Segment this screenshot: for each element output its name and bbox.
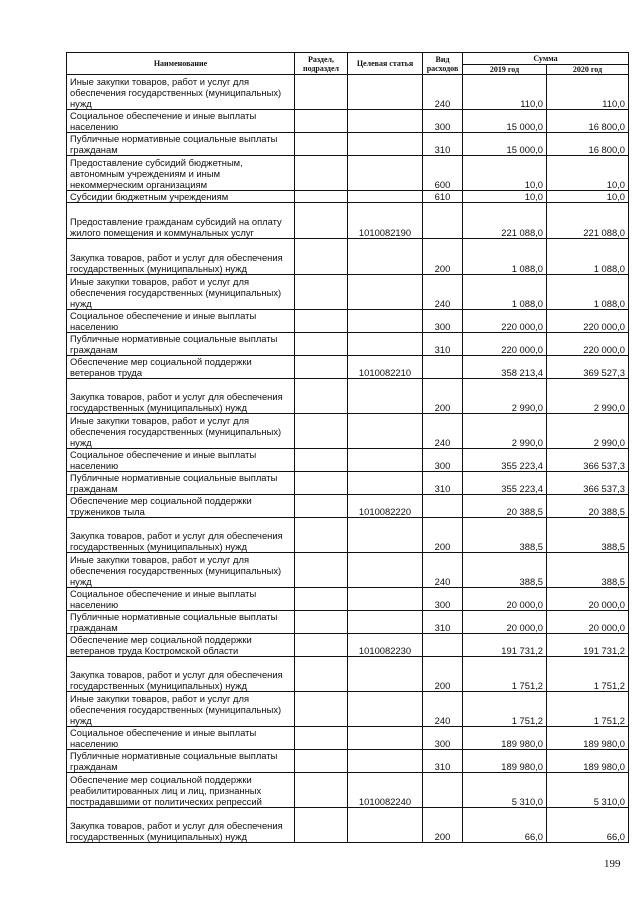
cell-name: Закупка товаров, работ и услуг для обеспечения государственных (муниципальных) нужд xyxy=(67,239,295,275)
cell-2019: 66,0 xyxy=(463,808,547,843)
cell-target xyxy=(348,611,423,634)
cell-kind: 300 xyxy=(423,110,463,133)
cell-target xyxy=(348,275,423,310)
cell-section xyxy=(295,692,348,727)
cell-kind: 310 xyxy=(423,333,463,356)
cell-kind: 310 xyxy=(423,750,463,773)
cell-2020: 20 000,0 xyxy=(547,611,629,634)
table-row xyxy=(67,553,629,588)
table-row xyxy=(67,692,629,727)
header-sum: Сумма xyxy=(463,53,629,65)
cell-target xyxy=(348,518,423,553)
cell-kind: 240 xyxy=(423,692,463,727)
cell-name: Социальное обеспечение и иные выплаты населению xyxy=(67,310,295,333)
cell-name: Предоставление гражданам субсидий на оплату жилого помещения и коммунальных услуг xyxy=(67,203,295,239)
cell-kind: 300 xyxy=(423,727,463,750)
cell-2019: 15 000,0 xyxy=(463,133,547,156)
cell-section xyxy=(295,75,348,110)
table-body xyxy=(67,75,629,843)
header-name: Наименование xyxy=(67,53,295,75)
cell-2020: 369 527,3 xyxy=(547,356,629,379)
cell-section xyxy=(295,518,348,553)
cell-kind: 200 xyxy=(423,379,463,414)
cell-2019: 355 223,4 xyxy=(463,472,547,495)
cell-section xyxy=(295,356,348,379)
cell-section xyxy=(295,750,348,773)
cell-target xyxy=(348,750,423,773)
table-row xyxy=(67,449,629,472)
table-row xyxy=(67,657,629,692)
cell-kind: 310 xyxy=(423,133,463,156)
cell-section xyxy=(295,239,348,275)
cell-2019: 1 088,0 xyxy=(463,239,547,275)
cell-2019: 1 088,0 xyxy=(463,275,547,310)
cell-target: 1010082230 xyxy=(348,634,423,657)
cell-section xyxy=(295,727,348,750)
cell-name: Субсидии бюджетным учреждениям xyxy=(67,191,295,203)
cell-target xyxy=(348,414,423,449)
cell-name: Предоставление субсидий бюджетным, автономным учреждениям и иным некоммерческим организациям xyxy=(67,156,295,191)
cell-target xyxy=(348,156,423,191)
cell-kind xyxy=(423,495,463,518)
cell-2019: 189 980,0 xyxy=(463,727,547,750)
cell-2020: 1 751,2 xyxy=(547,692,629,727)
cell-2020: 10,0 xyxy=(547,156,629,191)
cell-target xyxy=(348,553,423,588)
cell-2020: 189 980,0 xyxy=(547,727,629,750)
cell-target xyxy=(348,75,423,110)
cell-name: Публичные нормативные социальные выплаты гражданам xyxy=(67,333,295,356)
cell-name: Закупка товаров, работ и услуг для обеспечения государственных (муниципальных) нужд xyxy=(67,657,295,692)
cell-kind: 300 xyxy=(423,310,463,333)
cell-2020: 20 388,5 xyxy=(547,495,629,518)
cell-2020: 5 310,0 xyxy=(547,773,629,808)
cell-section xyxy=(295,333,348,356)
cell-name: Закупка товаров, работ и услуг для обеспечения государственных (муниципальных) нужд xyxy=(67,808,295,843)
table-row xyxy=(67,588,629,611)
table-row xyxy=(67,750,629,773)
cell-section xyxy=(295,611,348,634)
cell-name: Обеспечение мер социальной поддержки тружеников тыла xyxy=(67,495,295,518)
cell-name: Иные закупки товаров, работ и услуг для обеспечения государственных (муниципальных) нужд xyxy=(67,692,295,727)
cell-2019: 189 980,0 xyxy=(463,750,547,773)
cell-2020: 16 800,0 xyxy=(547,133,629,156)
cell-kind: 200 xyxy=(423,239,463,275)
budget-table xyxy=(66,52,629,843)
cell-section xyxy=(295,310,348,333)
cell-section xyxy=(295,449,348,472)
cell-2019: 388,5 xyxy=(463,553,547,588)
cell-2019: 110,0 xyxy=(463,75,547,110)
header-section: Раздел, подраздел xyxy=(295,53,348,75)
cell-name: Публичные нормативные социальные выплаты гражданам xyxy=(67,472,295,495)
cell-section xyxy=(295,657,348,692)
cell-name: Закупка товаров, работ и услуг для обеспечения государственных (муниципальных) нужд xyxy=(67,518,295,553)
cell-target xyxy=(348,239,423,275)
cell-target xyxy=(348,333,423,356)
cell-name: Обеспечение мер социальной поддержки реабилитированных лиц и лиц, признанных пострадавшими от политических репрессий xyxy=(67,773,295,808)
table-row xyxy=(67,110,629,133)
table-row xyxy=(67,495,629,518)
cell-section xyxy=(295,472,348,495)
cell-2020: 366 537,3 xyxy=(547,472,629,495)
cell-2019: 10,0 xyxy=(463,156,547,191)
cell-section xyxy=(295,773,348,808)
cell-2019: 1 751,2 xyxy=(463,692,547,727)
table-row xyxy=(67,773,629,808)
cell-2019: 355 223,4 xyxy=(463,449,547,472)
cell-kind: 240 xyxy=(423,75,463,110)
cell-name: Иные закупки товаров, работ и услуг для обеспечения государственных (муниципальных) нужд xyxy=(67,75,295,110)
header-target: Целевая статья xyxy=(348,53,423,75)
cell-section xyxy=(295,808,348,843)
cell-name: Социальное обеспечение и иные выплаты населению xyxy=(67,727,295,750)
cell-kind: 240 xyxy=(423,414,463,449)
table-row xyxy=(67,333,629,356)
cell-target: 1010082240 xyxy=(348,773,423,808)
cell-kind: 300 xyxy=(423,449,463,472)
cell-section xyxy=(295,156,348,191)
cell-name: Иные закупки товаров, работ и услуг для обеспечения государственных (муниципальных) нужд xyxy=(67,414,295,449)
cell-target: 1010082210 xyxy=(348,356,423,379)
cell-2019: 388,5 xyxy=(463,518,547,553)
cell-2020: 1 751,2 xyxy=(547,657,629,692)
cell-2019: 2 990,0 xyxy=(463,379,547,414)
cell-2019: 221 088,0 xyxy=(463,203,547,239)
cell-target xyxy=(348,657,423,692)
cell-target xyxy=(348,133,423,156)
cell-name: Публичные нормативные социальные выплаты гражданам xyxy=(67,611,295,634)
cell-kind xyxy=(423,203,463,239)
cell-target xyxy=(348,191,423,203)
table-row xyxy=(67,356,629,379)
table-row xyxy=(67,310,629,333)
cell-target xyxy=(348,379,423,414)
cell-kind: 600 xyxy=(423,156,463,191)
header-year-2020: 2020 год xyxy=(547,65,629,75)
table-row xyxy=(67,191,629,203)
table-row xyxy=(67,808,629,843)
cell-2019: 20 388,5 xyxy=(463,495,547,518)
cell-2020: 20 000,0 xyxy=(547,588,629,611)
cell-2019: 220 000,0 xyxy=(463,333,547,356)
cell-section xyxy=(295,275,348,310)
cell-target: 1010082190 xyxy=(348,203,423,239)
cell-target xyxy=(348,808,423,843)
cell-2020: 110,0 xyxy=(547,75,629,110)
cell-target xyxy=(348,449,423,472)
cell-2019: 10,0 xyxy=(463,191,547,203)
cell-2020: 2 990,0 xyxy=(547,414,629,449)
header-kind: Вид расходов xyxy=(423,53,463,75)
cell-name: Публичные нормативные социальные выплаты гражданам xyxy=(67,750,295,773)
table-row xyxy=(67,379,629,414)
cell-target xyxy=(348,727,423,750)
cell-2019: 191 731,2 xyxy=(463,634,547,657)
cell-name: Социальное обеспечение и иные выплаты населению xyxy=(67,110,295,133)
cell-2020: 366 537,3 xyxy=(547,449,629,472)
cell-kind: 310 xyxy=(423,472,463,495)
cell-section xyxy=(295,634,348,657)
header-year-2019: 2019 год xyxy=(463,65,547,75)
cell-2019: 2 990,0 xyxy=(463,414,547,449)
table-row xyxy=(67,634,629,657)
cell-2020: 1 088,0 xyxy=(547,239,629,275)
cell-section xyxy=(295,110,348,133)
cell-section xyxy=(295,379,348,414)
cell-name: Публичные нормативные социальные выплаты гражданам xyxy=(67,133,295,156)
table-row xyxy=(67,727,629,750)
cell-section xyxy=(295,191,348,203)
cell-target: 1010082220 xyxy=(348,495,423,518)
table-row xyxy=(67,203,629,239)
cell-kind xyxy=(423,773,463,808)
table-row xyxy=(67,518,629,553)
cell-2020: 221 088,0 xyxy=(547,203,629,239)
cell-target xyxy=(348,472,423,495)
cell-2020: 189 980,0 xyxy=(547,750,629,773)
cell-kind: 200 xyxy=(423,518,463,553)
cell-2020: 191 731,2 xyxy=(547,634,629,657)
cell-section xyxy=(295,588,348,611)
table-row xyxy=(67,275,629,310)
cell-kind: 610 xyxy=(423,191,463,203)
cell-2020: 66,0 xyxy=(547,808,629,843)
cell-2020: 10,0 xyxy=(547,191,629,203)
cell-section xyxy=(295,495,348,518)
cell-kind xyxy=(423,634,463,657)
table-row xyxy=(67,75,629,110)
table-row xyxy=(67,414,629,449)
table-row xyxy=(67,133,629,156)
cell-section xyxy=(295,414,348,449)
cell-target xyxy=(348,110,423,133)
cell-target xyxy=(348,588,423,611)
cell-kind: 300 xyxy=(423,588,463,611)
cell-2019: 358 213,4 xyxy=(463,356,547,379)
cell-target xyxy=(348,310,423,333)
table-header xyxy=(67,53,629,75)
cell-2019: 220 000,0 xyxy=(463,310,547,333)
cell-2019: 1 751,2 xyxy=(463,657,547,692)
cell-name: Социальное обеспечение и иные выплаты населению xyxy=(67,449,295,472)
table-row xyxy=(67,239,629,275)
cell-2019: 5 310,0 xyxy=(463,773,547,808)
cell-kind: 310 xyxy=(423,611,463,634)
cell-kind: 240 xyxy=(423,275,463,310)
cell-2019: 20 000,0 xyxy=(463,588,547,611)
cell-2020: 220 000,0 xyxy=(547,333,629,356)
table-row xyxy=(67,611,629,634)
cell-name: Иные закупки товаров, работ и услуг для обеспечения государственных (муниципальных) нужд xyxy=(67,553,295,588)
cell-name: Закупка товаров, работ и услуг для обеспечения государственных (муниципальных) нужд xyxy=(67,379,295,414)
cell-kind: 200 xyxy=(423,657,463,692)
cell-2019: 20 000,0 xyxy=(463,611,547,634)
cell-target xyxy=(348,692,423,727)
page-number: 199 xyxy=(604,858,621,870)
cell-2020: 388,5 xyxy=(547,553,629,588)
cell-kind: 240 xyxy=(423,553,463,588)
cell-name: Обеспечение мер социальной поддержки ветеранов труда xyxy=(67,356,295,379)
cell-2020: 220 000,0 xyxy=(547,310,629,333)
cell-name: Социальное обеспечение и иные выплаты населению xyxy=(67,588,295,611)
cell-kind: 200 xyxy=(423,808,463,843)
cell-2020: 2 990,0 xyxy=(547,379,629,414)
cell-2019: 15 000,0 xyxy=(463,110,547,133)
cell-2020: 16 800,0 xyxy=(547,110,629,133)
cell-section xyxy=(295,203,348,239)
cell-name: Иные закупки товаров, работ и услуг для обеспечения государственных (муниципальных) нужд xyxy=(67,275,295,310)
table-row xyxy=(67,472,629,495)
cell-section xyxy=(295,553,348,588)
cell-2020: 388,5 xyxy=(547,518,629,553)
cell-section xyxy=(295,133,348,156)
cell-kind xyxy=(423,356,463,379)
cell-name: Обеспечение мер социальной поддержки ветеранов труда Костромской области xyxy=(67,634,295,657)
table-row xyxy=(67,156,629,191)
cell-2020: 1 088,0 xyxy=(547,275,629,310)
